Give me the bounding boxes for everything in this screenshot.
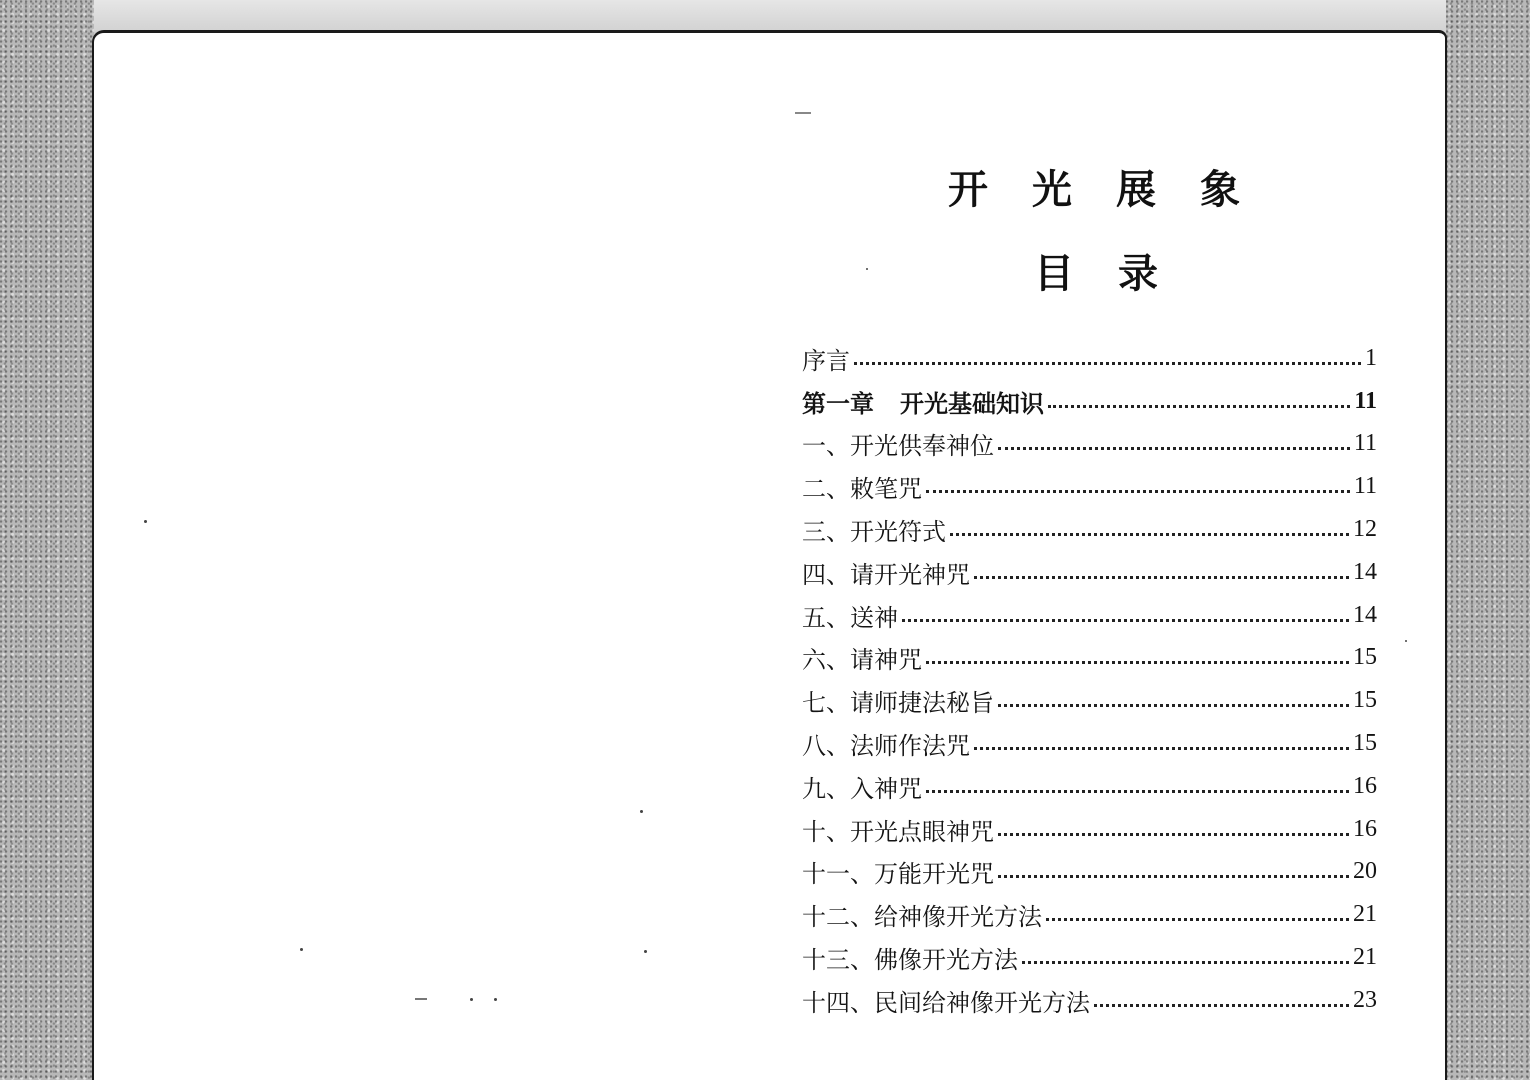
toc-entry-section-1[interactable]: [802, 423, 1377, 466]
dot-leader: [998, 833, 1349, 836]
toc-entry-page: 23: [1353, 986, 1377, 1013]
scan-top-edge: [0, 0, 1530, 32]
dot-leader: [926, 661, 1349, 664]
dot-leader: [1046, 918, 1349, 921]
toc-entry-preface[interactable]: [802, 337, 1377, 380]
toc-entry-page: 15: [1353, 730, 1377, 757]
dot-leader: [998, 447, 1350, 450]
dot-leader: [998, 704, 1349, 707]
dot-leader: [902, 619, 1349, 622]
toc-entry-page: 11: [1354, 387, 1377, 414]
scan-speck: [494, 998, 497, 1001]
toc-entry-page: 14: [1353, 558, 1377, 585]
toc-entry-section-13[interactable]: [802, 936, 1377, 979]
toc-entry-page: 12: [1353, 516, 1377, 543]
toc-entry-label: 序言: [802, 346, 850, 375]
toc-entry-section-11[interactable]: [802, 851, 1377, 894]
toc-entry-section-10[interactable]: [802, 808, 1377, 851]
toc-entry-label: [802, 384, 1044, 419]
scan-speck: [866, 268, 868, 270]
toc-entry-page: 16: [1353, 772, 1377, 799]
toc-entry-section-3[interactable]: [802, 508, 1377, 551]
toc-entry-label: 三、开光符式: [802, 518, 946, 547]
toc-entry-section-12[interactable]: [802, 893, 1377, 936]
toc-entry-section-5[interactable]: [802, 594, 1377, 637]
scan-speck: [470, 998, 473, 1001]
dot-leader: [974, 576, 1349, 579]
toc-entry-label: 十四、民间给神像开光方法: [802, 988, 1090, 1017]
toc-entry-page: 11: [1353, 430, 1377, 457]
toc-entry-label: 九、入神咒: [802, 774, 922, 803]
toc-entry-label: 八、法师作法咒: [802, 732, 970, 761]
toc-entry-section-8[interactable]: [802, 722, 1377, 765]
toc-entry-page: 20: [1353, 858, 1377, 885]
dot-leader: [926, 490, 1350, 493]
toc-entry-label: 十二、给神像开光方法: [802, 903, 1042, 932]
table-of-contents: [802, 337, 1377, 1022]
dot-leader: [1048, 405, 1350, 408]
toc-entry-label: 十、开光点眼神咒: [802, 817, 994, 846]
toc-entry-page: 15: [1353, 644, 1377, 671]
toc-entry-label: 五、送神: [802, 603, 898, 632]
toc-entry-page: 14: [1353, 601, 1377, 628]
toc-entry-page: 16: [1353, 815, 1377, 842]
toc-entry-section-7[interactable]: [802, 679, 1377, 722]
scan-speck: [644, 950, 647, 953]
toc-entry-section-9[interactable]: [802, 765, 1377, 808]
book-title: 开光展象: [948, 167, 1284, 213]
toc-entry-page: 15: [1353, 687, 1377, 714]
dot-leader: [926, 790, 1349, 793]
toc-entry-page: 1: [1365, 344, 1377, 371]
dot-leader: [950, 533, 1349, 536]
chapter-number: 第一章: [802, 388, 874, 418]
toc-heading: 目录: [1034, 251, 1202, 297]
toc-entry-page: 11: [1353, 473, 1377, 500]
toc-entry-section-6[interactable]: [802, 637, 1377, 680]
scan-speck: [300, 948, 303, 951]
toc-entry-page: 21: [1353, 901, 1377, 928]
dot-leader: [998, 875, 1349, 878]
toc-entry-section-2[interactable]: [802, 465, 1377, 508]
scan-right-edge: [1446, 0, 1530, 1080]
toc-entry-label: 一、开光供奉神位: [802, 432, 994, 461]
toc-entry-label: 二、敕笔咒: [802, 475, 922, 504]
toc-entry-label: 十一、万能开光咒: [802, 860, 994, 889]
toc-entry-page: 21: [1353, 944, 1377, 971]
scan-speck: [1405, 640, 1407, 642]
toc-entry-label: 十三、佛像开光方法: [802, 946, 1018, 975]
chapter-title: 开光基础知识: [900, 388, 1044, 418]
scan-speck: [144, 520, 147, 523]
dot-leader: [1094, 1004, 1349, 1007]
dot-leader: [854, 362, 1361, 365]
toc-entry-label: 六、请神咒: [802, 646, 922, 675]
dot-leader: [974, 747, 1349, 750]
scan-speck: [640, 810, 643, 813]
toc-entry-section-4[interactable]: [802, 551, 1377, 594]
scan-speck: [415, 998, 427, 1000]
toc-entry-chapter-1[interactable]: [802, 380, 1377, 423]
dot-leader: [1022, 961, 1349, 964]
scan-speck: [795, 112, 811, 114]
toc-entry-label: 七、请师捷法秘旨: [802, 689, 994, 718]
toc-entry-section-14[interactable]: [802, 979, 1377, 1022]
toc-entry-label: 四、请开光神咒: [802, 560, 970, 589]
scan-left-edge: [0, 0, 94, 1080]
